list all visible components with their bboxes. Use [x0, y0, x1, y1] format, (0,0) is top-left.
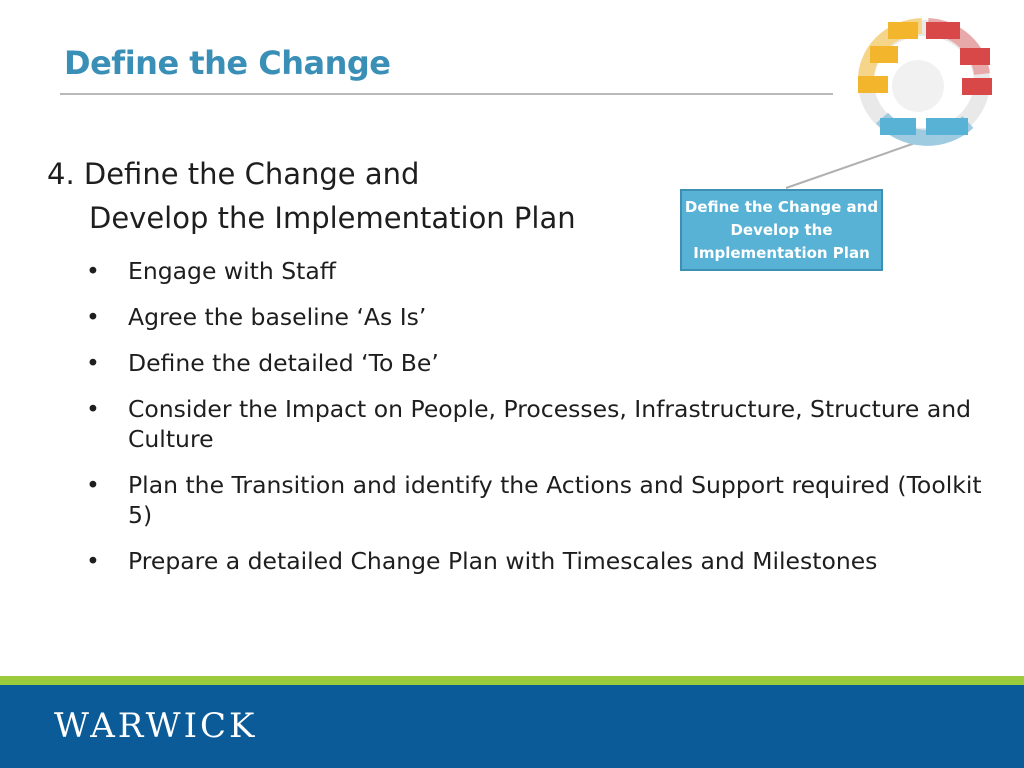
bullet-item [86, 546, 986, 576]
bullet-icon: • [86, 303, 100, 331]
bullet-item [86, 394, 986, 454]
callout-box: Define the Change and Develop the Implementation Plan [680, 189, 883, 271]
bullet-text: Engage with Staff [128, 257, 336, 285]
bullet-item [86, 470, 986, 530]
bullet-text: Consider the Impact on People, Processes, Infrastructure, Structure and Culture [128, 395, 972, 453]
bullet-icon: • [86, 257, 100, 285]
bullet-item [86, 348, 986, 378]
bullet-icon: • [86, 547, 100, 575]
bullet-item [86, 302, 986, 332]
bullet-icon: • [86, 395, 100, 423]
bullet-icon: • [86, 471, 100, 499]
bullet-text: Define the detailed ‘To Be’ [128, 349, 439, 377]
warwick-logo: WARWICK [54, 706, 258, 746]
section-heading-line-2: Develop the Implementation Plan [89, 201, 576, 235]
bullet-list [86, 256, 986, 592]
bullet-text: Agree the baseline ‘As Is’ [128, 303, 427, 331]
bullet-text: Plan the Transition and identify the Actions and Support required (Toolkit 5) [128, 471, 982, 529]
section-heading-line-1: 4. Define the Change and [47, 157, 420, 191]
slide-title: Define the Change [64, 44, 391, 82]
change-cycle-diagram-icon [852, 18, 997, 146]
footer-accent-bar [0, 676, 1024, 685]
bullet-text: Prepare a detailed Change Plan with Timescales and Milestones [128, 547, 878, 575]
bullet-icon: • [86, 349, 100, 377]
